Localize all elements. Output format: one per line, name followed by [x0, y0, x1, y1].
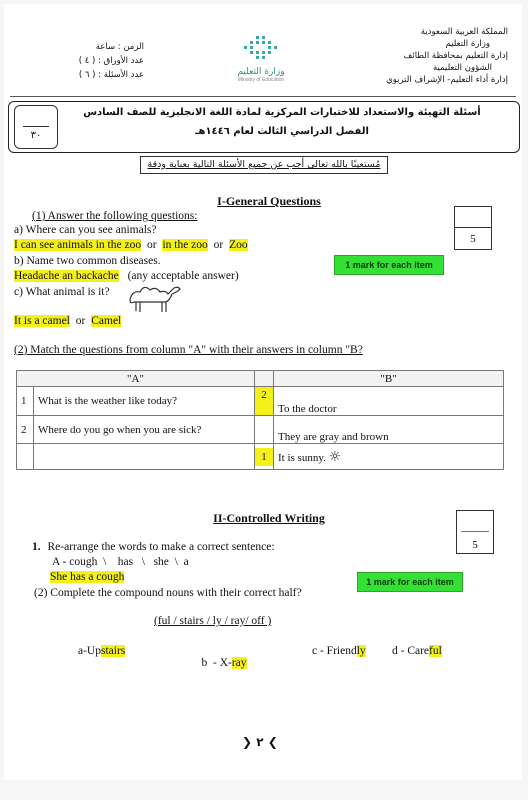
row-answer: They are gray and brown [274, 416, 504, 444]
answer-c-2: Camel [91, 315, 122, 327]
row-match: 2 [255, 387, 273, 415]
camel-image [126, 280, 182, 316]
ministry-logo [226, 32, 296, 83]
mark-note-1: 1 mark for each item [334, 255, 444, 275]
or-text: or [213, 239, 224, 251]
rearrange-question [32, 541, 275, 553]
exam-info-block [44, 40, 144, 82]
ministry-line: الشؤون التعليمية [432, 63, 492, 73]
answer-b-text: Headache an backache [14, 270, 119, 282]
exam-title-line2: الفصل الدراسي الثالث لعام ١٤٤٦هـ [195, 126, 369, 137]
matching-table [16, 370, 504, 470]
row-num: 2 [17, 416, 34, 444]
table-row [17, 416, 504, 444]
q1-number: 1. [32, 541, 41, 553]
col-b-header: "B" [274, 371, 504, 387]
q1-text: Re-arrange the words to make a correct sentence: [47, 541, 275, 553]
row-answer-cell [274, 444, 504, 470]
question-c: c) What animal is it? [14, 286, 110, 298]
section1-score-box [454, 206, 492, 250]
answer-c-1: It is a camel [14, 315, 70, 327]
exam-page [4, 4, 522, 780]
row-answer: To the doctor [274, 387, 504, 416]
compound-a [78, 645, 125, 657]
score-box [14, 105, 58, 149]
pages-label: عدد الأوراق : ( ٤ ) [78, 56, 144, 66]
row-match [255, 416, 274, 444]
ministry-line: المملكة العربية السعودية [420, 27, 508, 37]
answer-a-1: I can see animals in the zoo [14, 239, 142, 251]
score-divider [461, 531, 489, 532]
compound-d-pre: d - Care [392, 645, 430, 657]
mark-note-2: 1 mark for each item [357, 572, 463, 592]
compound-a-pre: a-Up [78, 645, 101, 657]
or-text: or [75, 315, 86, 327]
compound-d [392, 645, 442, 657]
chevron-left-icon: ❮ [267, 735, 278, 749]
ministry-line: إدارة التعليم بمحافظة الطائف [403, 51, 508, 61]
rearrange-answer-text: She has a cough [50, 571, 125, 583]
section1-title: I-General Questions [217, 194, 321, 208]
col-a-header: "A" [17, 371, 255, 387]
questions-label: عدد الأسئلة : ( ٦ ) [78, 70, 144, 80]
section2-score: 5 [472, 539, 478, 551]
table-header-row [17, 371, 504, 387]
compound-d-answer: ful [429, 645, 442, 657]
row-match: 1 [255, 448, 273, 466]
row-question [34, 444, 255, 470]
question-b: b) Name two common diseases. [14, 255, 161, 267]
chevron-right-icon: ❯ [242, 735, 253, 749]
section2-title: II-Controlled Writing [213, 511, 325, 525]
compound-a-answer: stairs [101, 645, 126, 657]
score-divider [455, 227, 491, 228]
logo-mark-icon [226, 32, 296, 62]
row-answer: It is sunny. [278, 451, 326, 464]
page-number-text: ٢ [256, 735, 264, 749]
ministry-line: وزارة التعليم [445, 39, 490, 49]
answer-a [14, 239, 248, 251]
answer-b-note: (any acceptable answer) [127, 270, 239, 282]
instruction-box: مُستعينًا بالله تعالى أجب عن جميع الأسئلة التالية بعناية ودقة [140, 156, 388, 174]
match-col-header [255, 371, 274, 387]
camel-icon [126, 280, 182, 316]
logo-subtext: Ministry of Education [237, 77, 285, 83]
compound-b-answer: ray [231, 657, 247, 669]
scrambled-words: A - cough \ has \ she \ a [52, 556, 189, 568]
or-text: or [146, 239, 157, 251]
compound-question: (2) Complete the compound nouns with their correct half? [34, 587, 302, 599]
q1-heading [32, 210, 197, 222]
score-blank-line [23, 126, 49, 127]
row-question: Where do you go when you are sick? [34, 416, 255, 444]
q2-heading: (2) Match the questions from column "A" with their answers in column "B? [14, 344, 363, 356]
logo-text: وزارة التعليم [237, 67, 285, 77]
section1-score: 5 [470, 233, 476, 245]
word-options [154, 615, 271, 627]
table-row [17, 387, 504, 416]
compound-c-pre: c - Friend [312, 645, 357, 657]
row-num [17, 444, 34, 470]
row-num: 1 [17, 387, 34, 416]
q1-heading-text: (1) Answer the following questions: [32, 210, 198, 222]
answer-c [14, 315, 121, 327]
score-total: ٣٠ [30, 130, 42, 141]
answer-a-3: Zoo [229, 239, 248, 251]
time-label: الزمن : ساعة [95, 42, 144, 52]
compound-c [312, 645, 366, 657]
ministry-line: إدارة أداء التعليم- الإشراف التربوي [386, 75, 508, 85]
ministry-block [358, 26, 508, 86]
sun-icon: ☼ [328, 448, 342, 465]
compound-c-answer: ly [356, 645, 366, 657]
answer-a-2: in the zoo [162, 239, 208, 251]
exam-title-line1: أسئلة التهيئة والاستعداد للاختبارات المركزية لمادة اللغة الانجليزية للصف السادس [83, 107, 481, 118]
page-number [242, 735, 278, 749]
row-question: What is the weather like today? [34, 387, 255, 416]
question-a: a) Where can you see animals? [14, 224, 157, 236]
compound-b-pre: b - X- [201, 657, 232, 669]
table-row [17, 444, 504, 470]
section2-score-box [456, 510, 494, 554]
word-options-text: (ful / stairs / ly / ray/ off ) [154, 615, 272, 627]
header-divider [10, 96, 516, 97]
rearrange-answer [50, 571, 124, 583]
compound-b [190, 645, 247, 681]
